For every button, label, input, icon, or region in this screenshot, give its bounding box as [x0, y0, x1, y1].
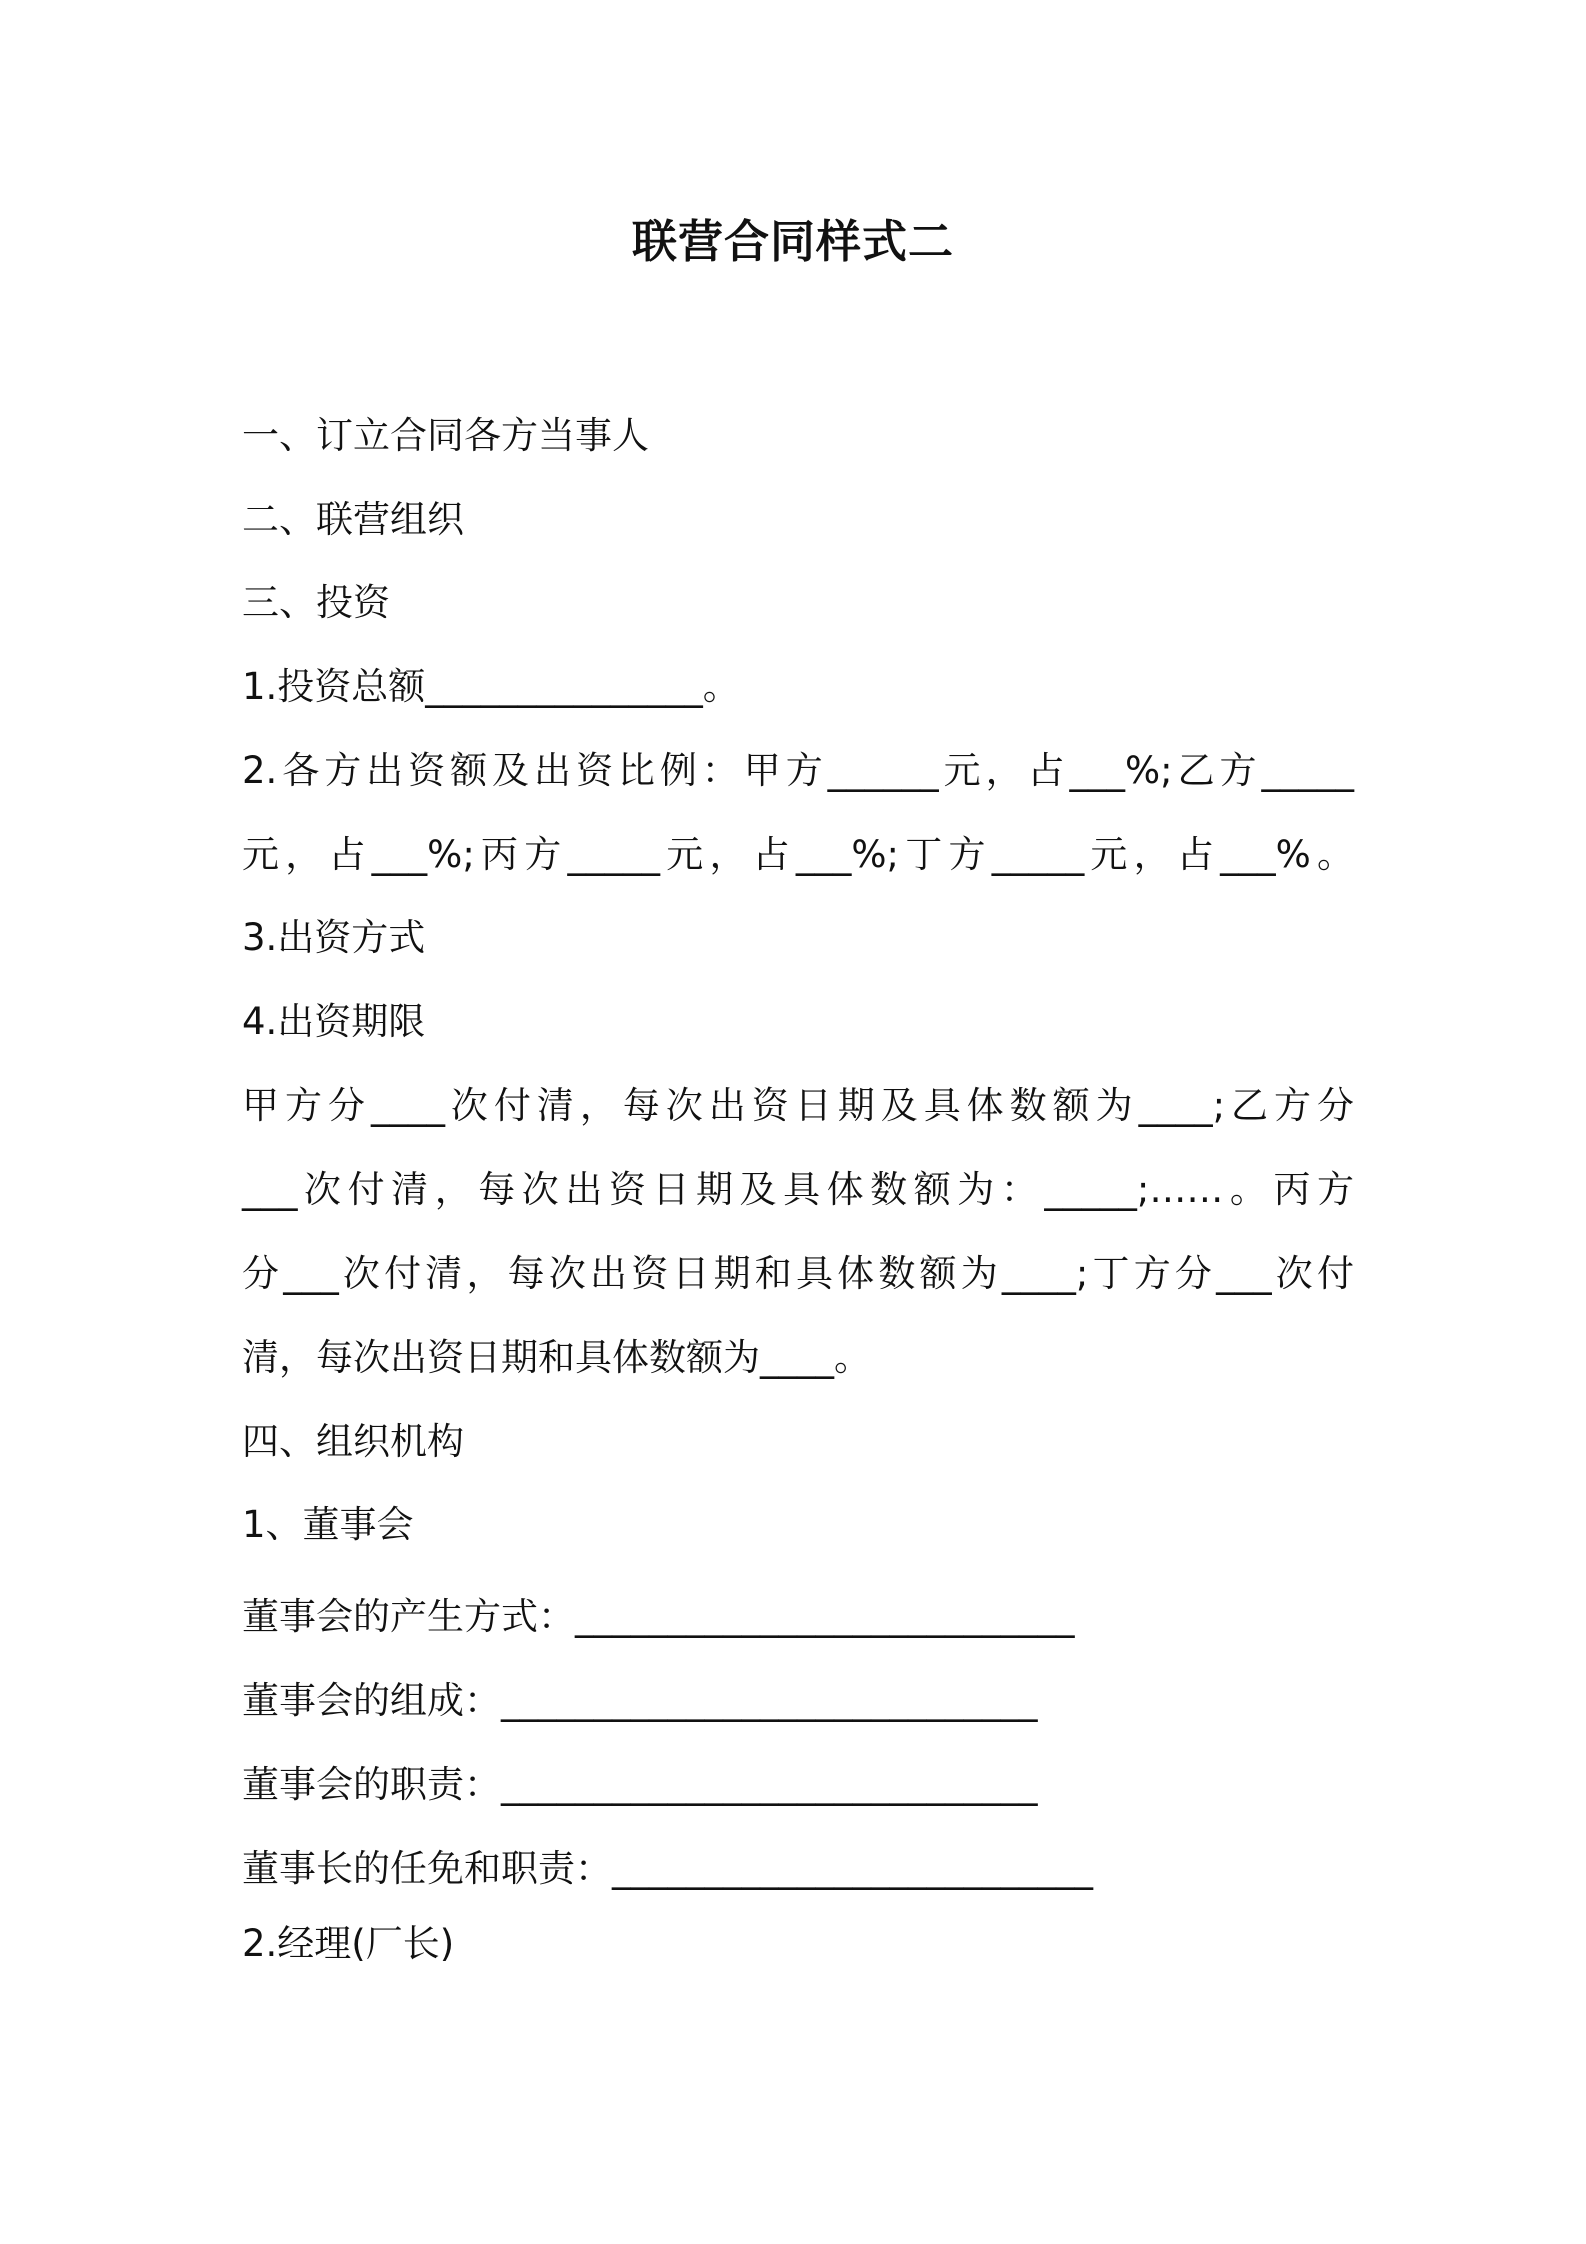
payment-schedule-line-3: 分___次付清，每次出资日期和具体数额为____;丁方分___次付: [242, 1252, 1354, 1295]
board-composition: 董事会的组成：_____________________________: [242, 1679, 1038, 1722]
section-heading-parties: 一、订立合同各方当事人: [242, 414, 649, 457]
section-heading-investment: 三、投资: [242, 581, 390, 624]
chairman-appointment: 董事长的任免和职责：__________________________: [242, 1847, 1093, 1890]
document-title: 联营合同样式二: [631, 215, 954, 268]
payment-schedule-line-1: 甲方分____次付清，每次出资日期及具体数额为____;乙方分: [242, 1084, 1354, 1127]
investment-total: 1.投资总额_______________。: [242, 665, 740, 708]
section-heading-structure: 四、组织机构: [242, 1420, 464, 1463]
contribution-deadline: 4.出资期限: [242, 1000, 426, 1043]
contribution-ratio-line-2: 元，占___%;丙方_____元，占___%;丁方_____元，占___%。: [242, 833, 1354, 876]
board-formation: 董事会的产生方式：___________________________: [242, 1595, 1075, 1638]
section-heading-organization: 二、联营组织: [242, 498, 464, 541]
board-duties: 董事会的职责：_____________________________: [242, 1763, 1038, 1806]
payment-schedule-line-4: 清，每次出资日期和具体数额为____。: [242, 1336, 871, 1379]
subheading-manager: 2.经理(厂长): [242, 1922, 455, 1965]
contribution-method: 3.出资方式: [242, 916, 426, 959]
subheading-board: 1、董事会: [242, 1503, 414, 1546]
contribution-ratio-line-1: 2.各方出资额及出资比例：甲方______元，占___%;乙方_____: [242, 749, 1354, 792]
payment-schedule-line-2: ___次付清，每次出资日期及具体数额为：_____;……。丙方: [242, 1168, 1354, 1211]
